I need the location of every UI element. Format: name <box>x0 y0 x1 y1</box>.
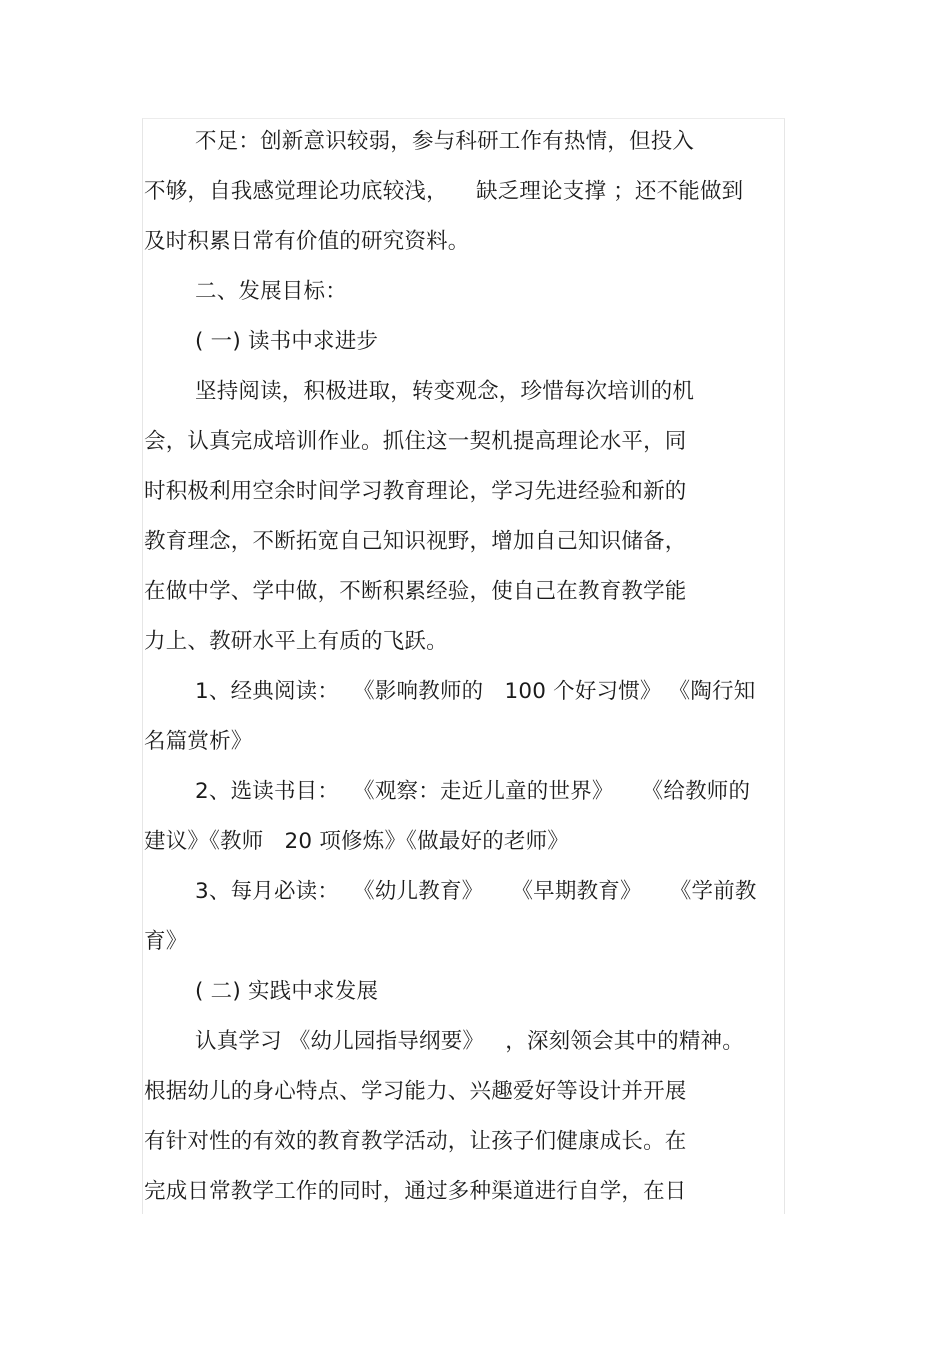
paragraph-line: 不足：创新意识较弱，参与科研工作有热情，但投入 <box>195 129 695 154</box>
list-item-continuation: 建议》《教师 20 项修炼》《做最好的老师》 <box>144 829 569 854</box>
paragraph-line: 不够，自我感觉理论功底较浅， 缺乏理论支撑 ；还不能做到 <box>144 179 744 204</box>
section-heading: 二、发展目标： <box>195 279 347 304</box>
paragraph-line: 教育理念，不断拓宽自己知识视野，增加自己知识储备， <box>144 529 687 554</box>
paragraph-line: 坚持阅读，积极进取，转变观念，珍惜每次培训的机 <box>195 379 695 404</box>
paragraph-line: 根据幼儿的身心特点、学习能力、兴趣爱好等设计并开展 <box>144 1079 687 1104</box>
list-item-continuation: 育》 <box>144 929 188 954</box>
subsection-heading: ( 一) 读书中求进步 <box>195 329 379 354</box>
paragraph-line: 认真学习 《幼儿园指导纲要》 ，深刻领会其中的精神。 <box>195 1029 744 1054</box>
paragraph-line: 力上、教研水平上有质的飞跃。 <box>144 629 448 654</box>
paragraph-line: 会，认真完成培训作业。抓住这一契机提高理论水平，同 <box>144 429 687 454</box>
paragraph-line: 及时积累日常有价值的研究资料。 <box>144 229 470 254</box>
list-item-continuation: 名篇赏析》 <box>144 729 253 754</box>
subsection-heading: ( 二) 实践中求发展 <box>195 979 379 1004</box>
paragraph-line: 时积极利用空余时间学习教育理论，学习先进经验和新的 <box>144 479 687 504</box>
list-item: 2、选读书目： 《观察：走近儿童的世界》 《给教师的 <box>195 779 751 804</box>
paragraph-line: 有针对性的有效的教育教学活动，让孩子们健康成长。在 <box>144 1129 687 1154</box>
paragraph-line: 在做中学、学中做，不断积累经验，使自己在教育教学能 <box>144 579 687 604</box>
list-item: 3、每月必读： 《幼儿教育》 《早期教育》 《学前教 <box>195 879 757 904</box>
list-item: 1、经典阅读： 《影响教师的 100 个好习惯》 《陶行知 <box>195 679 756 704</box>
paragraph-line: 完成日常教学工作的同时，通过多种渠道进行自学，在日 <box>144 1179 687 1204</box>
